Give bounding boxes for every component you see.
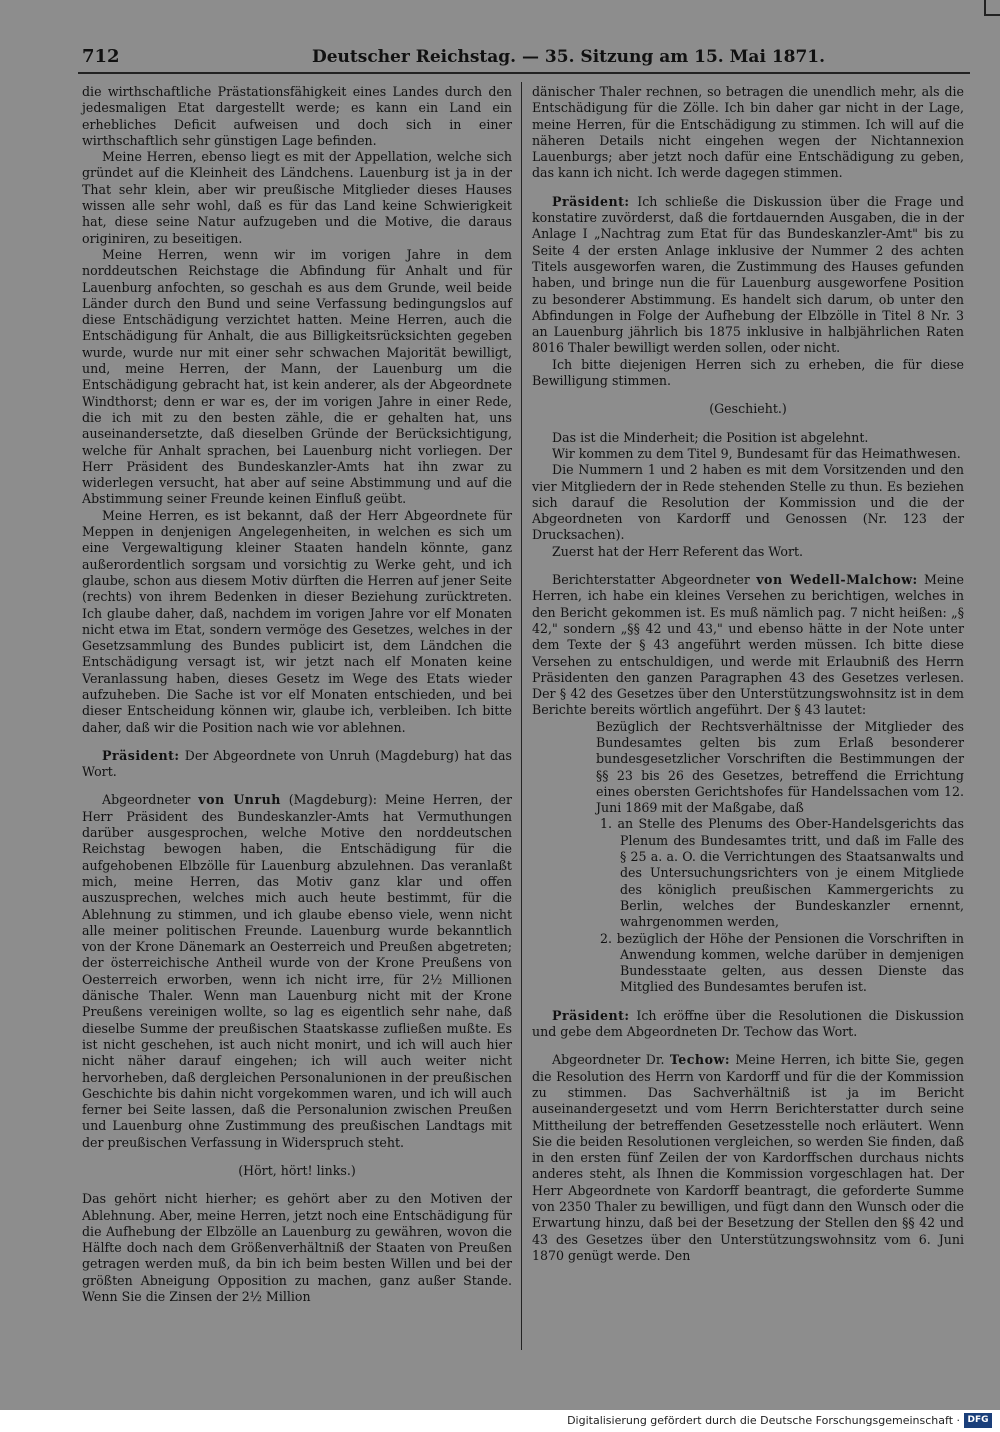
footer-bar: [0, 1410, 1000, 1432]
corner-mark: [984, 0, 1000, 16]
quoted-law: Bezüglich der Rechtsverhältnisse der Mitglieder des Bundesamtes gelten bis zum Erlaß besonderer bundesgesetzlicher Vorschriften die Bestimmungen der §§ 23 bis 26 des Gesetzes, betreffend die Errichtung eines obersten Gerichtshofes für Handelssachen vom 12. Juni 1869 mit der Maßgabe, daß: [596, 718, 964, 816]
running-title: Deutscher Reichstag. — 35. Sitzung am 15. Mai 1871.: [312, 47, 826, 67]
paragraph: Meine Herren, wenn wir im vorigen Jahre in dem norddeutschen Reichstage die Abfindung für Anhalt und für Lauenburg anfochten, so geschah es aus dem Grunde, weil beide Länder durch den Bund und seine Verfassung bedingungslos auf diese Entschädigung verzichtet hatten. Meine Herren, auch die Entschädigung für Anhalt, die aus Billigkeitsrücksichten gegeben wurde, wurde nur mit einer sehr schwachen Majorität bewilligt, und, meine Herren, der Mann, der Lauenburg um die Entschädigung gebracht hat, ist kein anderer, als der Abgeordnete Windthorst; denn er war es, der im vorigen Jahre in einer Rede, die ich mit zu den besten zähle, die er gehalten hat, uns auseinandersetzte, daß dieselben Gründe der Berücksichtigung, welche für Anhalt sprachen, bei Lauenburg nicht vorliegen. Der Herr Präsident des Bundeskanzler-Amts hat ihn zwar zu widerlegen versucht, hat aber auf seine Abstimmung und auf die Abstimmung seiner Freunde keinen Einfluß geübt.: [82, 246, 512, 507]
speaker-name: Präsident:: [552, 193, 630, 209]
column-divider: [521, 82, 522, 1350]
list-item: 1. an Stelle des Plenums des Ober-Handelsgerichts das Plenum des Bundesamtes tritt, und daß im Falle des § 25 a. a. O. die Verrichtungen des Staatsanwalts und des Untersuchungsrichters von je einem Mitgliede des königlich preußischen Kammergerichts zu Berlin, welches der Bundeskanzler ernennt, wahrgenommen werden,: [600, 816, 964, 930]
paragraph: dänischer Thaler rechnen, so betragen die unendlich mehr, als die Entschädigung für die Zölle. Ich bin daher gar nicht in der Lage, meine Herren, für die Entschädigung zu stimmen. Ich will auf die näheren Details nicht eingehen wegen der Nichtannexion Lauenburgs; aber jetzt noch dafür eine Entschädigung zu geben, das kann ich nicht. Ich werde dagegen stimmen.: [532, 84, 964, 181]
list-item: 2. bezüglich der Höhe der Pensionen die Vorschriften in Anwendung kommen, welche darüber in demjenigen Bundesstaate gelten, aus dessen Dienste das Mitglied des Bundesamtes berufen ist.: [600, 930, 964, 995]
paragraph: die wirthschaftliche Prästationsfähigkeit eines Landes durch den jedesmaligen Etat dargestellt werde; es kann ein Land ein erhebliches Deficit aufweisen und doch sich in einer wirthschaftlich sehr günstigen Lage befinden.: [82, 84, 512, 148]
digitization-credit: Digitalisierung gefördert durch die Deutsche Forschungsgemeinschaft ·: [567, 1414, 960, 1427]
page-number: 712: [82, 46, 120, 67]
header-rule: [78, 72, 970, 74]
paragraph: Abgeordneter von Unruh (Magdeburg): Meine Herren, der Herr Präsident des Bundeskanzler-Amts hat Vermuthungen darüber ausgesprochen, welche Motive den norddeutschen Reichstag bewogen haben, die Entschädigung für die aufgehobenen Elbzölle für Lauenburg abzulehnen. Das veranlaßt mich, meine Herren, das Motiv ganz klar und offen auszusprechen, welches mich auch heute bestimmt, für die Ablehnung zu stimmen, und ich glaube ebenso viele, wenn nicht alle meiner politischen Freunde. Lauenburg wurde bekanntlich von der Krone Dänemark an Oesterreich und Preußen abgetreten; der österreichische Antheil wurde von der Krone Preußens von Oesterreich erworben, wenn ich nicht irre, für 2½ Millionen dänische Thaler. Wenn man Lauenburg nicht mit der Krone Preußens vereinigen wollte, so lag es eigentlich sehr nahe, daß dieselbe Summe der preußischen Staatskasse zufließen mußte. Es ist nicht geschehen, ist auch nicht monirt, und ich will auch hier nicht näher darauf eingehen; ich will auch weiter nicht hervorheben, daß dergleichen Personalunionen in der preußischen Geschichte bis dahin nicht vorgekommen waren, und ich will auch ferner bei Seite lassen, daß die Personalunion zwischen Preußen und Lauenburg ohne Zustimmung des preußischen Landtags mit der preußischen Verfassung in Widerspruch steht.: [82, 792, 512, 1150]
paragraph: Berichterstatter Abgeordneter von Wedell-Malchow: Meine Herren, ich habe ein kleines Versehen zu berichtigen, welches in den Bericht gekommen ist. Es muß nämlich pag. 7 nicht heißen: „§ 42," sondern „§§ 42 und 43," und ebenso hätte in der Note unter dem Texte der § 43 angeführt werden müssen. Ich bitte diese Versehen zu entschuldigen, und werde mit Erlaubniß des Herrn Präsidenten den ganzen Paragraphen 43 des Gesetzes verlesen. Der § 42 des Gesetzes über den Unterstützungswohnsitz ist in dem Berichte bereits wörtlich angeführt. Der § 43 lautet:: [532, 572, 964, 718]
paragraph: Abgeordneter Dr. Techow: Meine Herren, ich bitte Sie, gegen die Resolution des Herrn von Kardorff und für die der Kommission zu stimmen. Das Sachverhältniß ist ja im Bericht auseinandergesetzt und vom Herrn Berichterstatter durch seine Mittheilung der betreffenden Gesetzesstelle noch erläutert. Wenn Sie die beiden Resolutionen vergleichen, so werden Sie finden, daß in den ersten fünf Zeilen der von Kardorffschen durchaus nichts anderes steht, als Ihnen die Kommission vorgeschlagen hat. Der Herr Abgeordnete von Kardorff beantragt, die geforderte Summe von 2350 Thaler zu bewilligen, und fügt dann den Wunsch oder die Erwartung hinzu, daß bei der Besetzung der Stellen den §§ 42 und 43 des Gesetzes über den Unterstützungswohnsitz vom 6. Juni 1870 genügt werde. Den: [532, 1052, 964, 1263]
speaker-name: Techow:: [669, 1052, 730, 1068]
paragraph: Ich bitte diejenigen Herren sich zu erheben, die für diese Bewilligung stimmen.: [532, 356, 964, 389]
paragraph: Präsident: Der Abgeordnete von Unruh (Magdeburg) hat das Wort.: [82, 747, 512, 780]
paragraph: Das gehört nicht hierher; es gehört aber zu den Motiven der Ablehnung. Aber, meine Herren, jetzt noch eine Entschädigung für die Aufhebung der Elbzölle an Lauenburg zu gewähren, wovon die Hälfte doch nach dem Größenverhältniß der Staaten von Preußen getragen werden muß, da bin ich beim besten Willen und bei der größten Abneigung Opposition zu machen, ganz außer Stande. Wenn Sie die Zinsen der 2½ Million: [82, 1191, 512, 1305]
page-header: [82, 44, 968, 72]
interjection: (Hört, hört! links.): [238, 1163, 356, 1178]
speaker-name: von Wedell-Malchow:: [756, 572, 918, 588]
paragraph: Zuerst hat der Herr Referent das Wort.: [552, 543, 804, 559]
speaker-name: Präsident:: [102, 747, 180, 763]
left-column: [82, 84, 512, 1305]
speaker-name: von Unruh: [198, 792, 281, 808]
paragraph: Präsident: Ich schließe die Diskussion über die Frage und konstatire zuvörderst, daß die fortdauernden Ausgaben, die in der Anlage I „Nachtrag zum Etat für das Bundeskanzler-Amt" bis zu Seite 4 der ersten Anlage inklusive der Nummer 2 des achten Titels ausgeworfen waren, die Zustimmung des Hauses gefunden haben, und bringe nun die für Lauenburg ausgeworfene Position zu besonderer Abstimmung. Es handelt sich darum, ob unter den Abfindungen in Folge der Aufhebung der Elbzölle in Titel 8 Nr. 3 an Lauenburg jährlich bis 1875 inklusive in halbjährlichen Raten 8016 Thaler bewilligt werden sollen, oder nicht.: [532, 193, 964, 356]
paragraph: Meine Herren, ebenso liegt es mit der Appellation, welche sich gründet auf die Kleinheit des Ländchens. Lauenburg ist ja in der That sehr klein, aber wir preußische Mitglieder dieses Hauses wissen alle sehr wohl, daß es für das Land keine Schwierigkeit hat, diese seine Natur aufzugeben und die Motive, die daraus originiren, zu beseitigen.: [82, 149, 512, 246]
paragraph: Präsident: Ich eröffne über die Resolutionen die Diskussion und gebe dem Abgeordneten Dr. Techow das Wort.: [532, 1007, 964, 1040]
paragraph: Das ist die Minderheit; die Position ist abgelehnt.: [552, 429, 869, 445]
speaker-name: Präsident:: [552, 1007, 630, 1023]
right-column: [532, 84, 964, 1264]
paragraph: Die Nummern 1 und 2 haben es mit dem Vorsitzenden und den vier Mitgliedern der in Rede stehenden Stelle zu thun. Es beziehen sich darauf die Resolution der Kommission und die der Abgeordneten von Kardorff und Genossen (Nr. 123 der Drucksachen).: [532, 462, 964, 543]
paragraph: Meine Herren, es ist bekannt, daß der Herr Abgeordnete für Meppen in denjenigen Angelegenheiten, in welchen es sich um eine Vergewaltigung kleiner Staaten handeln könnte, ganz außerordentlich sorgsam und vorsichtig zu Werke geht, und ich glaube, schon aus diesem Motiv dürften die Herren auf jener Seite (rechts) von ihrem Bedenken in dieser Beziehung zurücktreten. Ich glaube daher, daß, nachdem im vorigen Jahre vor elf Monaten nicht etwa im Etat, sondern vermöge des Gesetzes, welches in der Gesetzsammlung des Bundes publicirt ist, dem Ländchen die Entschädigung versagt ist, wir jetzt nach elf Monaten keine Veranlassung haben, dieses Gesetz im Wege des Etats wieder aufzuheben. Die Sache ist vor elf Monaten entschieden, und bei dieser Entscheidung können wir, glaube ich, verbleiben. Ich bitte daher, daß wir die Position nach wie vor ablehnen.: [82, 507, 512, 735]
paragraph: Wir kommen zu dem Titel 9, Bundesamt für das Heimathwesen.: [552, 445, 961, 461]
dfg-logo: DFG: [964, 1413, 992, 1428]
interjection: (Geschieht.): [709, 401, 787, 417]
